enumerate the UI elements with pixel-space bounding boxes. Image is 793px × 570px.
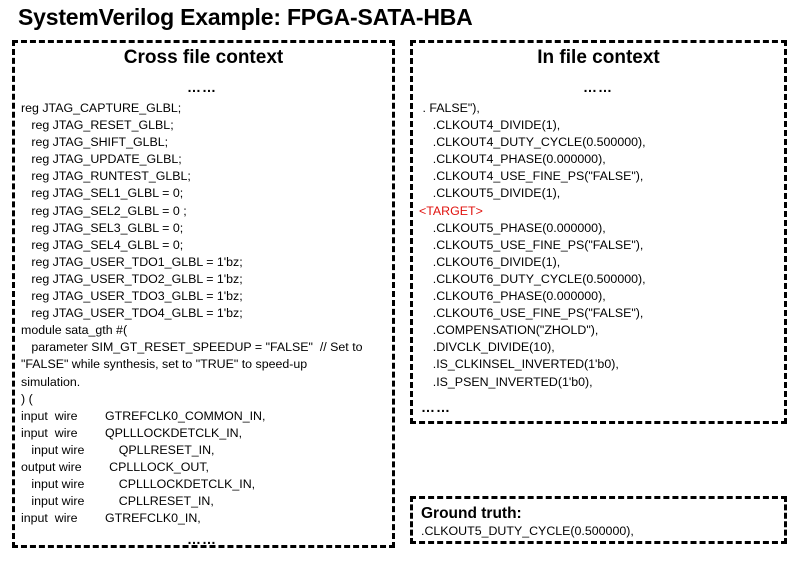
- code-line: .CLKOUT4_DUTY_CYCLE(0.500000),: [419, 135, 646, 150]
- in-file-ellipsis-bottom: ……: [421, 399, 451, 415]
- code-line: reg JTAG_USER_TDO2_GLBL = 1'bz;: [21, 271, 243, 286]
- code-line: reg JTAG_RESET_GLBL;: [21, 118, 174, 133]
- code-line: .CLKOUT6_DUTY_CYCLE(0.500000),: [419, 271, 646, 286]
- code-line: .CLKOUT6_USE_FINE_PS("FALSE"),: [419, 306, 644, 321]
- ground-truth-panel: [410, 496, 787, 544]
- code-line: .CLKOUT5_USE_FINE_PS("FALSE"),: [419, 237, 644, 252]
- ground-truth-heading: Ground truth:: [421, 505, 522, 522]
- code-line: ) (: [21, 391, 33, 406]
- code-line: reg JTAG_SEL2_GLBL = 0 ;: [21, 203, 187, 218]
- code-line: reg JTAG_USER_TDO4_GLBL = 1'bz;: [21, 306, 243, 321]
- in-file-ellipsis-top: ……: [583, 79, 613, 95]
- code-line: reg JTAG_SHIFT_GLBL;: [21, 135, 169, 150]
- code-line: input wire GTREFCLK0_IN,: [21, 511, 201, 526]
- cross-file-heading: Cross file context: [123, 47, 284, 68]
- page-title: SystemVerilog Example: FPGA-SATA-HBA: [18, 4, 473, 30]
- code-line: .CLKOUT4_USE_FINE_PS("FALSE"),: [419, 169, 644, 184]
- code-line: .CLKOUT4_DIVIDE(1),: [419, 118, 561, 133]
- code-line: reg JTAG_SEL3_GLBL = 0;: [21, 220, 184, 235]
- cross-file-ellipsis-top: ……: [187, 79, 217, 95]
- code-line: .CLKOUT6_PHASE(0.000000),: [419, 289, 606, 304]
- code-line: input wire CPLLLOCKDETCLK_IN,: [21, 477, 256, 492]
- cross-file-code: [21, 100, 390, 527]
- code-line: input wire CPLLRESET_IN,: [21, 494, 214, 509]
- code-line: simulation.: [21, 374, 81, 389]
- code-line: reg JTAG_RUNTEST_GLBL;: [21, 169, 191, 184]
- cross-file-context-panel: [12, 40, 395, 548]
- code-line: reg JTAG_SEL1_GLBL = 0;: [21, 186, 184, 201]
- code-line: . FALSE"),: [419, 101, 480, 115]
- code-line: .CLKOUT5_PHASE(0.000000),: [419, 220, 606, 235]
- code-line: reg JTAG_USER_TDO3_GLBL = 1'bz;: [21, 289, 243, 304]
- ground-truth-value: .CLKOUT5_DUTY_CYCLE(0.500000),: [421, 524, 634, 538]
- code-line: input wire QPLLLOCKDETCLK_IN,: [21, 425, 243, 440]
- code-line: .COMPENSATION("ZHOLD"),: [419, 323, 599, 338]
- code-line: .IS_PSEN_INVERTED(1'b0),: [419, 374, 593, 389]
- in-file-code: [419, 100, 782, 391]
- code-line: "FALSE" while synthesis, set to "TRUE" to speed-up: [21, 357, 308, 372]
- code-line: input wire QPLLRESET_IN,: [21, 442, 215, 457]
- code-line: reg JTAG_SEL4_GLBL = 0;: [21, 237, 184, 252]
- code-line: reg JTAG_USER_TDO1_GLBL = 1'bz;: [21, 254, 243, 269]
- code-line: parameter SIM_GT_RESET_SPEEDUP = "FALSE" // Set to: [21, 340, 363, 355]
- code-line: .CLKOUT4_PHASE(0.000000),: [419, 152, 606, 167]
- code-line: input wire GTREFCLK0_COMMON_IN,: [21, 408, 266, 423]
- code-line: reg JTAG_CAPTURE_GLBL;: [21, 101, 182, 115]
- code-line: .CLKOUT5_DIVIDE(1),: [419, 186, 561, 201]
- code-line: .CLKOUT6_DIVIDE(1),: [419, 254, 561, 269]
- cross-file-ellipsis-bottom: ……: [187, 534, 217, 546]
- code-line: .DIVCLK_DIVIDE(10),: [419, 340, 555, 355]
- target-marker: <TARGET>: [419, 203, 483, 218]
- code-line: module sata_gth #(: [21, 323, 128, 338]
- code-line: output wire CPLLLOCK_OUT,: [21, 459, 210, 474]
- in-file-heading: In file context: [537, 47, 660, 68]
- code-line: reg JTAG_UPDATE_GLBL;: [21, 152, 182, 167]
- code-line: .IS_CLKINSEL_INVERTED(1'b0),: [419, 357, 619, 372]
- in-file-context-panel: [410, 40, 787, 424]
